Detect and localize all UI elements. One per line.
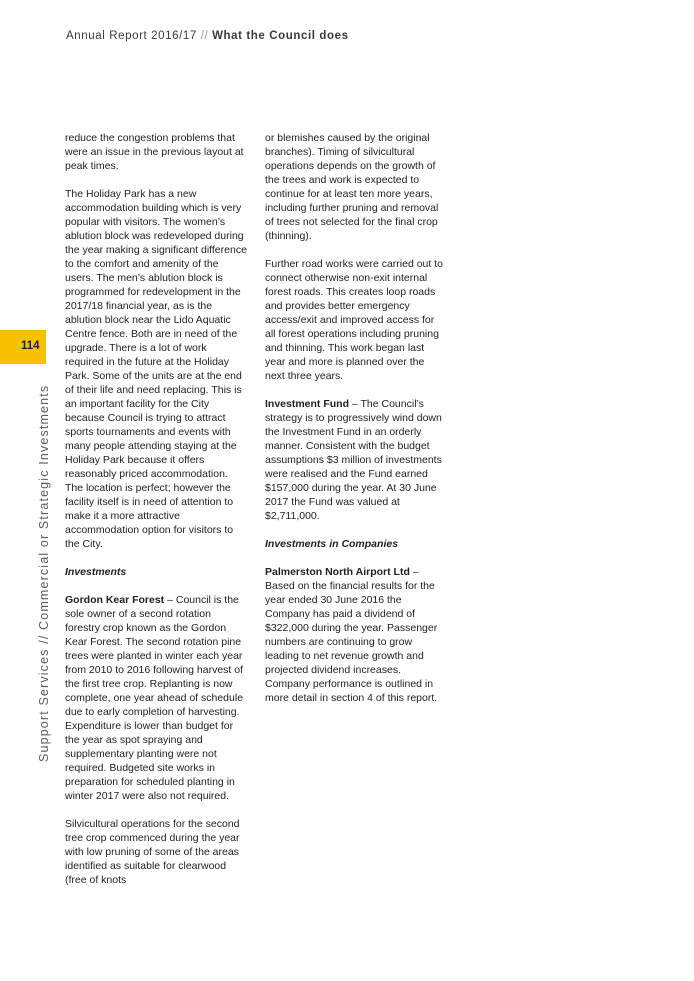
paragraph-investment-fund (265, 397, 447, 523)
airport-lead: Palmerston North Airport Ltd (265, 566, 410, 578)
right-column (265, 131, 447, 719)
left-column (65, 131, 247, 901)
paragraph-road-works: Further road works were carried out to connect otherwise non-exit internal forest roads. This creates loop roads and provides better emergency access/exit and improved access for all forest operations including pruning and thinning. This work began last year and more is planned over the next three years. (265, 258, 443, 382)
paragraph-holiday-park: The Holiday Park has a new accommodation building which is very popular with visitors. The women’s ablution block was redeveloped during the year making a significant difference to the comfort and amenity of the users. The men’s ablution block is programmed for redevelopment in the 2017/18 financial year, as is the ablution block near the Lido Aquatic Centre fence. Both are in need of the upgrade. There is a lot of work required in the future at the Holiday Park. Some of the units are at the end of their life and need replacing. This is an important facility for the City because Council is trying to attract sports tournaments and events with many people attending staying at the Holiday Park because it offers reasonably priced accommodation. The location is perfect; however the facility itself is in need of attention to make it a more attractive accommodation option for visitors to the City. (65, 188, 247, 550)
side-title-separator: // (37, 634, 51, 644)
header-separator: // (200, 30, 209, 42)
paragraph-silvicultural-continued: or blemishes caused by the original branches). Timing of silvicultural operations depends on the growth of the trees and work is expected to continue for at least ten more years, including further pruning and removal of trees not selected for the final crop (thinning). (265, 132, 439, 242)
report-title: Annual Report 2016/17 (66, 30, 197, 42)
airport-text: – Based on the financial results for the year ended 30 June 2016 the Company has paid a dividend of $322,000 during the year. Passenger numbers are continuing to grow leading to net revenue growth and projected dividend increases. Company performance is outlined in more detail in section 4 of this report. (265, 566, 438, 704)
paragraph-silvicultural: Silvicultural operations for the second tree crop commenced during the year with low pruning of some of the areas identified as suitable for clearwood (free of knots (65, 818, 240, 886)
investment-fund-text: – The Council’s strategy is to progressively wind down the Investment Fund in an orderly manner. Consistent with the budget assumptions $3 million of investments were realised and the Fund earned $157,000 during the year. At 30 June 2017 the Fund was valued at $2,711,000. (265, 398, 442, 522)
paragraph-airport (265, 565, 447, 705)
running-header (66, 30, 349, 42)
page-number: 114 (21, 340, 40, 352)
heading-investments: Investments (65, 566, 127, 578)
paragraph-congestion: reduce the congestion problems that were an issue in the previous layout at peak times. (65, 132, 244, 172)
side-title-part1: Support Services (37, 648, 51, 762)
gordon-kear-forest-lead: Gordon Kear Forest (65, 594, 165, 606)
investment-fund-lead: Investment Fund (265, 398, 350, 410)
section-title: What the Council does (212, 30, 349, 42)
heading-investments-in-companies: Investments in Companies (265, 538, 399, 550)
side-title-part2: Commercial or Strategic Investments (37, 384, 51, 630)
side-section-title (37, 385, 51, 762)
paragraph-gordon-kear-forest (65, 593, 247, 803)
gordon-kear-forest-text: – Council is the sole owner of a second rotation forestry crop known as the Gordon Kear Forest. The second rotation pine trees were planted in winter each year from 2010 to 2016 following harvest of the first tree crop. Replanting is now complete, one year ahead of schedule due to early completion of harvesting. Expenditure is lower than budget for the year as spot spraying and supplementary planting were not required. Budgeted site works in preparation for scheduled planting in winter 2017 were also not required. (65, 594, 244, 802)
